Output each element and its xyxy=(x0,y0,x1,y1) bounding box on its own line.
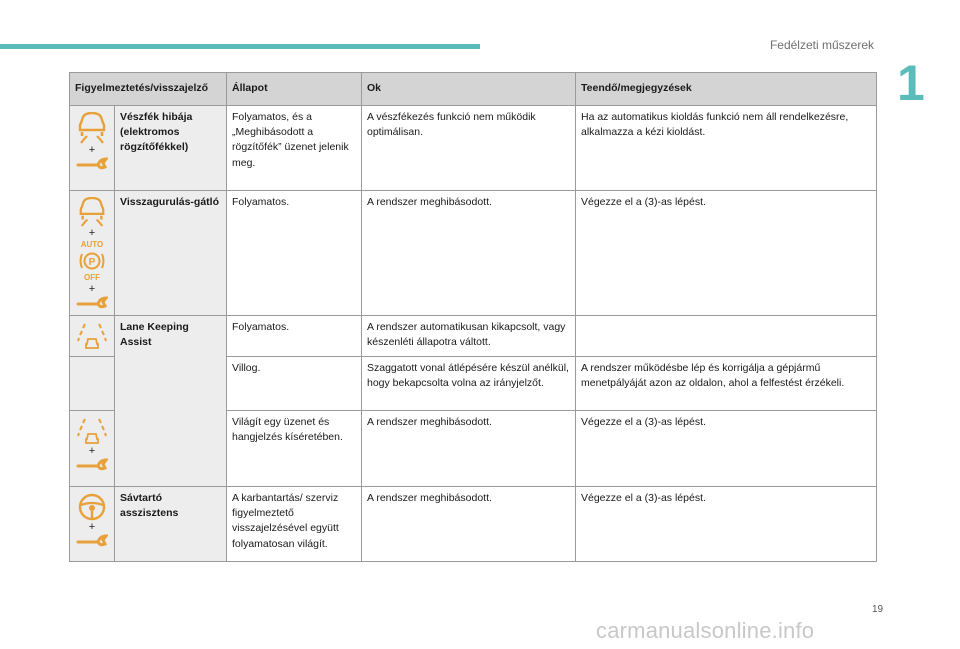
lane-departure-icon xyxy=(77,322,107,350)
cause-cell: A rendszer meghibásodott. xyxy=(362,487,576,562)
action-cell: A rendszer működésbe lép és korrigálja a gépjármű menetpályáját azon az oldalon, ahol a felfestést érzékeli. xyxy=(576,357,877,411)
plus-sign: + xyxy=(88,283,96,295)
column-header-state: Állapot xyxy=(227,73,362,106)
wrench-icon xyxy=(76,295,108,309)
warning-name: Lane Keeping Assist xyxy=(115,316,227,487)
state-cell: Folyamatos. xyxy=(227,316,362,357)
icon-cell xyxy=(70,487,115,562)
state-cell: Világít egy üzenet és hangjelzés kíséretében. xyxy=(227,411,362,487)
column-header-warning: Figyelmeztetés/visszajelző xyxy=(70,73,227,106)
icon-cell xyxy=(70,411,115,487)
cause-cell: A rendszer meghibásodott. xyxy=(362,191,576,316)
lane-departure-icon xyxy=(77,417,107,445)
icon-cell xyxy=(70,106,115,191)
action-cell: Ha az automatikus kioldás funkció nem áll rendelkezésre, alkalmazza a kézi kioldást. xyxy=(576,106,877,191)
cause-cell: A vészfékezés funkció nem működik optimálisan. xyxy=(362,106,576,191)
header-accent-bar xyxy=(0,44,480,49)
warning-name: Visszagurulás-gátló xyxy=(115,191,227,316)
table-row xyxy=(70,487,877,562)
watermark: carmanualsonline.info xyxy=(596,618,815,643)
steering-wheel-icon xyxy=(77,493,107,521)
icon-cell xyxy=(70,357,115,411)
table-row xyxy=(70,191,877,316)
cause-cell: Szaggatott vonal átlépésére készül anélkül, hogy bekapcsolta volna az irányjelzőt. xyxy=(362,357,576,411)
warning-lights-table xyxy=(69,72,877,562)
wrench-icon xyxy=(76,533,108,547)
action-cell: Végezze el a (3)-as lépést. xyxy=(576,411,877,487)
svg-text:AUTO: AUTO xyxy=(80,240,104,249)
state-cell: Folyamatos, és a „Meghibásodott a rögzítőfék” üzenet jelenik meg. xyxy=(227,106,362,191)
table-header-row xyxy=(70,73,877,106)
plus-sign: + xyxy=(88,521,96,533)
icon-cell xyxy=(70,191,115,316)
chapter-number: 1 xyxy=(897,55,925,111)
svg-text:P: P xyxy=(88,257,96,268)
svg-text:OFF: OFF xyxy=(84,273,100,282)
action-cell: Végezze el a (3)-as lépést. xyxy=(576,191,877,316)
warning-name: Sávtartó asszisztens xyxy=(115,487,227,562)
page-number: 19 xyxy=(872,604,884,615)
action-cell xyxy=(576,316,877,357)
action-cell: Végezze el a (3)-as lépést. xyxy=(576,487,877,562)
auto-hold-icon xyxy=(75,239,109,283)
icon-cell xyxy=(70,316,115,357)
table-row xyxy=(70,106,877,191)
table-row xyxy=(70,316,877,357)
car-skid-icon xyxy=(76,197,108,227)
column-header-action: Teendő/megjegyzések xyxy=(576,73,877,106)
cause-cell: A rendszer meghibásodott. xyxy=(362,411,576,487)
plus-sign: + xyxy=(88,445,96,457)
state-cell: A karbantartás/ szerviz figyelmeztető visszajelzésével együtt folyamatosan világít. xyxy=(227,487,362,562)
car-skid-icon xyxy=(76,112,108,144)
section-title: Fedélzeti műszerek xyxy=(769,38,874,52)
plus-sign: + xyxy=(88,227,96,239)
column-header-cause: Ok xyxy=(362,73,576,106)
wrench-icon xyxy=(76,156,108,170)
warning-name: Vészfék hibája (elektromos rögzítőfékkel) xyxy=(115,106,227,191)
cause-cell: A rendszer automatikusan kikapcsolt, vagy készenléti állapotra váltott. xyxy=(362,316,576,357)
wrench-icon xyxy=(76,457,108,471)
plus-sign: + xyxy=(88,144,96,156)
state-cell: Villog. xyxy=(227,357,362,411)
state-cell: Folyamatos. xyxy=(227,191,362,316)
